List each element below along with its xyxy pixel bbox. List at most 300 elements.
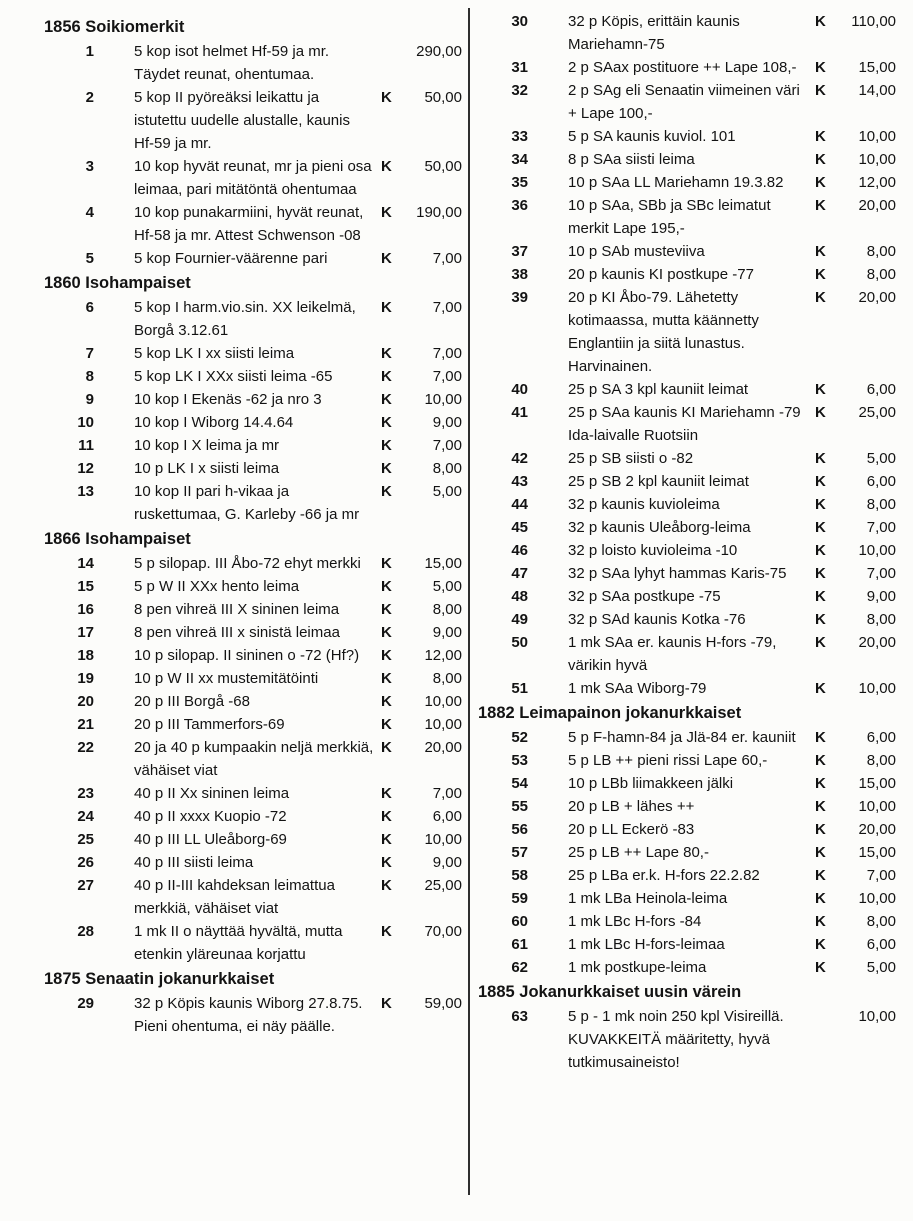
lot-description: 10 p SAa LL Mariehamn 19.3.82 — [568, 174, 784, 191]
lot-description: 25 p SB 2 kpl kauniit leimat — [568, 473, 749, 490]
lot-row — [44, 598, 462, 621]
lot-row — [44, 434, 462, 457]
lot-description: 20 p III Borgå -68 — [134, 693, 250, 710]
k-flag: K — [815, 565, 826, 582]
lot-number: 13 — [77, 483, 94, 500]
k-flag: K — [381, 555, 392, 572]
k-flag: K — [381, 601, 392, 618]
lot-price: 59,00 — [424, 995, 462, 1012]
lot-number: 7 — [85, 345, 94, 362]
lot-description: 40 p II xxxx Kuopio -72 — [134, 808, 287, 825]
lot-row — [478, 864, 896, 887]
lot-row — [44, 621, 462, 644]
lot-number: 8 — [85, 368, 94, 385]
lot-description: 8 pen vihreä III X sininen leima — [134, 601, 340, 618]
lot-description: 20 p LL Eckerö -83 — [568, 821, 695, 838]
lot-description: 10 p LBb liimakkeen jälki — [568, 775, 734, 792]
k-flag: K — [381, 877, 392, 894]
lot-row — [478, 1005, 896, 1074]
k-flag: K — [381, 854, 392, 871]
lot-price: 7,00 — [432, 250, 462, 267]
lot-price: 5,00 — [432, 483, 462, 500]
lot-price: 8,00 — [432, 460, 462, 477]
k-flag: K — [815, 197, 826, 214]
lot-description: 5 p SA kaunis kuviol. 101 — [568, 128, 736, 145]
lot-row — [478, 562, 896, 585]
lot-description: 2 p SAax postituore ++ Lape 108,- — [568, 59, 797, 76]
lot-description: 5 p W II XXx hento leima — [134, 578, 300, 595]
k-flag: K — [815, 588, 826, 605]
section-heading: 1885 Jokanurkkaiset uusin värein — [478, 983, 742, 1001]
lot-description: 10 p LK I x siisti leima — [134, 460, 280, 477]
lot-number: 11 — [78, 437, 94, 454]
lot-description: 5 p silopap. III Åbo-72 ehyt merkki — [134, 555, 361, 572]
lot-row — [44, 992, 462, 1038]
lot-number: 43 — [511, 473, 528, 490]
lot-row — [478, 79, 896, 125]
lot-row — [478, 194, 896, 240]
section-heading: 1856 Soikiomerkit — [44, 18, 185, 36]
k-flag: K — [815, 496, 826, 513]
lot-description: 32 p kaunis kuvioleima — [568, 496, 720, 513]
lot-description: 20 p kaunis KI postkupe -77 — [568, 266, 754, 283]
lot-number: 20 — [77, 693, 94, 710]
lot-number: 38 — [511, 266, 528, 283]
lot-number: 3 — [85, 158, 94, 175]
lot-description: 5 kop isot helmet Hf-59 ja mr. Täydet reunat, ohentumaa. — [134, 43, 330, 83]
lot-row — [478, 585, 896, 608]
section-heading: 1866 Isohampaiset — [44, 530, 191, 548]
lot-price: 9,00 — [432, 414, 462, 431]
lot-number: 33 — [511, 128, 528, 145]
lot-description: 1 mk postkupe-leima — [568, 959, 707, 976]
k-flag: K — [381, 250, 392, 267]
k-flag: K — [381, 437, 392, 454]
k-flag: K — [381, 345, 392, 362]
k-flag: K — [815, 381, 826, 398]
lot-row — [478, 749, 896, 772]
lot-description: 1 mk LBc H-fors -84 — [568, 913, 702, 930]
lot-description: 40 p III siisti leima — [134, 854, 254, 871]
lot-price: 8,00 — [866, 496, 896, 513]
lot-number: 2 — [85, 89, 94, 106]
lot-description: 25 p SAa kaunis KI Mariehamn -79 Ida-laivalle Ruotsiin — [568, 404, 801, 444]
lot-price: 9,00 — [866, 588, 896, 605]
lot-price: 110,00 — [851, 13, 896, 30]
lot-price: 7,00 — [432, 345, 462, 362]
k-flag: K — [815, 59, 826, 76]
k-flag: K — [815, 821, 826, 838]
lot-number: 51 — [511, 680, 528, 697]
lot-number: 48 — [511, 588, 528, 605]
lot-description: 40 p III LL Uleåborg-69 — [134, 831, 287, 848]
lot-row — [478, 608, 896, 631]
lot-price: 190,00 — [416, 204, 462, 221]
lot-row — [478, 240, 896, 263]
lot-row — [478, 286, 896, 378]
lot-description: 5 kop LK I XXx siisti leima -65 — [134, 368, 333, 385]
lot-price: 7,00 — [432, 785, 462, 802]
k-flag: K — [815, 266, 826, 283]
lot-number: 46 — [511, 542, 528, 559]
lot-description: 10 kop I X leima ja mr — [134, 437, 280, 454]
k-flag: K — [381, 299, 392, 316]
lot-number: 17 — [77, 624, 94, 641]
k-flag: K — [815, 890, 826, 907]
k-flag: K — [815, 82, 826, 99]
lot-description: 1 mk SAa er. kaunis H-fors -79, värikin hyvä — [568, 634, 777, 674]
lot-number: 16 — [77, 601, 94, 618]
lot-number: 1 — [85, 43, 94, 60]
lot-description: 32 p Köpis kaunis Wiborg 27.8.75. Pieni ohentuma, ei näy päälle. — [134, 995, 363, 1035]
lot-row — [478, 726, 896, 749]
lot-row — [478, 263, 896, 286]
k-flag: K — [381, 624, 392, 641]
lot-price: 10,00 — [858, 128, 896, 145]
lot-description: 20 p III Tammerfors-69 — [134, 716, 285, 733]
k-flag: K — [815, 680, 826, 697]
lot-description: 25 p SB siisti o -82 — [568, 450, 694, 467]
k-flag: K — [815, 174, 826, 191]
lot-number: 23 — [77, 785, 94, 802]
lot-description: 2 p SAg eli Senaatin viimeinen väri + Lape 100,- — [568, 82, 800, 122]
section-heading: 1882 Leimapainon jokanurkkaiset — [478, 704, 742, 722]
k-flag: K — [815, 473, 826, 490]
k-flag: K — [381, 785, 392, 802]
lot-price: 20,00 — [424, 739, 462, 756]
lot-description: 32 p SAd kaunis Kotka -76 — [568, 611, 746, 628]
lot-row — [478, 795, 896, 818]
k-flag: K — [815, 936, 826, 953]
lot-number: 62 — [511, 959, 528, 976]
lot-number: 26 — [77, 854, 94, 871]
lot-description: 40 p II-III kahdeksan leimattua merkkiä, vähäiset viat — [134, 877, 335, 917]
lot-number: 4 — [85, 204, 94, 221]
k-flag: K — [815, 289, 826, 306]
lot-number: 44 — [511, 496, 528, 513]
lot-row — [44, 782, 462, 805]
lot-price: 7,00 — [866, 867, 896, 884]
lot-price: 7,00 — [866, 519, 896, 536]
k-flag: K — [381, 368, 392, 385]
lot-row — [44, 805, 462, 828]
lot-price: 5,00 — [432, 578, 462, 595]
lot-row — [44, 411, 462, 434]
lot-price: 50,00 — [424, 158, 462, 175]
k-flag: K — [381, 391, 392, 408]
lot-price: 10,00 — [858, 1008, 896, 1025]
lot-price: 25,00 — [424, 877, 462, 894]
catalog-column-left — [44, 8, 462, 1207]
k-flag: K — [381, 831, 392, 848]
lot-price: 20,00 — [858, 821, 896, 838]
lot-price: 10,00 — [858, 542, 896, 559]
lot-number: 19 — [77, 670, 94, 687]
lot-price: 6,00 — [866, 381, 896, 398]
lot-price: 20,00 — [858, 634, 896, 651]
lot-number: 35 — [511, 174, 528, 191]
k-flag: K — [815, 519, 826, 536]
lot-row — [44, 575, 462, 598]
lot-row — [478, 841, 896, 864]
lot-number: 9 — [85, 391, 94, 408]
lot-number: 28 — [77, 923, 94, 940]
lot-description: 32 p kaunis Uleåborg-leima — [568, 519, 751, 536]
lot-number: 24 — [77, 808, 94, 825]
lot-description: 10 p W II xx mustemitätöinti — [134, 670, 319, 687]
lot-row — [44, 480, 462, 526]
lot-description: 5 kop LK I xx siisti leima — [134, 345, 295, 362]
lot-description: 1 mk LBa Heinola-leima — [568, 890, 728, 907]
lot-row — [478, 539, 896, 562]
lot-number: 47 — [511, 565, 528, 582]
k-flag: K — [815, 913, 826, 930]
section-heading: 1875 Senaatin jokanurkkaiset — [44, 970, 275, 988]
lot-price: 6,00 — [866, 729, 896, 746]
catalog-column-right — [478, 8, 896, 1207]
lot-price: 8,00 — [866, 266, 896, 283]
lot-price: 50,00 — [424, 89, 462, 106]
lot-number: 30 — [511, 13, 528, 30]
lot-description: 1 mk LBc H-fors-leimaa — [568, 936, 725, 953]
k-flag: K — [381, 460, 392, 477]
lot-number: 36 — [511, 197, 528, 214]
lot-description: 20 p LB + lähes ++ — [568, 798, 695, 815]
lot-row — [44, 644, 462, 667]
lot-price: 10,00 — [858, 151, 896, 168]
lot-row — [44, 247, 462, 270]
lot-price: 10,00 — [858, 680, 896, 697]
lot-row — [478, 956, 896, 979]
k-flag: K — [381, 670, 392, 687]
lot-row — [44, 155, 462, 201]
lot-row — [478, 378, 896, 401]
k-flag: K — [815, 798, 826, 815]
lot-number: 54 — [511, 775, 528, 792]
lot-number: 12 — [77, 460, 94, 477]
lot-price: 8,00 — [866, 243, 896, 260]
lot-description: 20 p KI Åbo-79. Lähetetty kotimaassa, mutta käännetty Englantiin ja siitä lunastus. Harvinainen. — [568, 289, 759, 375]
lot-row — [478, 933, 896, 956]
lot-number: 45 — [511, 519, 528, 536]
lot-price: 10,00 — [858, 890, 896, 907]
lot-description: 5 p F-hamn-84 ja Jlä-84 er. kauniit — [568, 729, 796, 746]
lot-price: 6,00 — [866, 473, 896, 490]
lot-row — [478, 401, 896, 447]
lot-number: 52 — [511, 729, 528, 746]
lot-price: 7,00 — [432, 368, 462, 385]
lot-description: 8 pen vihreä III x sinistä leimaa — [134, 624, 340, 641]
k-flag: K — [815, 611, 826, 628]
k-flag: K — [815, 13, 826, 30]
lot-number: 56 — [511, 821, 528, 838]
lot-row — [478, 470, 896, 493]
lot-row — [44, 713, 462, 736]
lot-price: 8,00 — [432, 601, 462, 618]
lot-description: 25 p LB ++ Lape 80,- — [568, 844, 709, 861]
lot-price: 9,00 — [432, 624, 462, 641]
k-flag: K — [381, 483, 392, 500]
lot-row — [44, 365, 462, 388]
lot-row — [478, 10, 896, 56]
lot-description: 40 p II Xx sininen leima — [134, 785, 290, 802]
lot-number: 40 — [511, 381, 528, 398]
k-flag: K — [815, 634, 826, 651]
lot-row — [478, 818, 896, 841]
lot-number: 57 — [511, 844, 528, 861]
lot-price: 15,00 — [424, 555, 462, 572]
k-flag: K — [381, 693, 392, 710]
lot-price: 10,00 — [424, 831, 462, 848]
lot-number: 42 — [511, 450, 528, 467]
lot-number: 22 — [77, 739, 94, 756]
lot-row — [44, 86, 462, 155]
lot-row — [478, 148, 896, 171]
lot-price: 5,00 — [866, 959, 896, 976]
k-flag: K — [815, 450, 826, 467]
lot-number: 32 — [511, 82, 528, 99]
lot-price: 5,00 — [866, 450, 896, 467]
lot-row — [44, 552, 462, 575]
lot-row — [478, 56, 896, 79]
k-flag: K — [815, 959, 826, 976]
k-flag: K — [815, 729, 826, 746]
lot-description: 32 p loisto kuvioleima -10 — [568, 542, 738, 559]
lot-number: 15 — [77, 578, 94, 595]
lot-number: 34 — [511, 151, 528, 168]
lot-price: 8,00 — [432, 670, 462, 687]
lot-price: 14,00 — [858, 82, 896, 99]
lot-row — [44, 874, 462, 920]
lot-price: 10,00 — [424, 716, 462, 733]
k-flag: K — [381, 414, 392, 431]
k-flag: K — [815, 844, 826, 861]
section-heading: 1860 Isohampaiset — [44, 274, 191, 292]
lot-number: 41 — [511, 404, 528, 421]
k-flag: K — [815, 404, 826, 421]
lot-number: 59 — [511, 890, 528, 907]
lot-price: 6,00 — [432, 808, 462, 825]
lot-row — [478, 772, 896, 795]
lot-number: 14 — [77, 555, 94, 572]
k-flag: K — [381, 204, 392, 221]
lot-price: 12,00 — [424, 647, 462, 664]
k-flag: K — [381, 89, 392, 106]
lot-row — [44, 296, 462, 342]
k-flag: K — [815, 128, 826, 145]
lot-number: 18 — [77, 647, 94, 664]
lot-number: 53 — [511, 752, 528, 769]
lot-row — [478, 171, 896, 194]
lot-row — [478, 125, 896, 148]
lot-price: 290,00 — [416, 43, 462, 60]
lot-price: 15,00 — [858, 775, 896, 792]
column-divider — [468, 8, 470, 1195]
lot-row — [478, 677, 896, 700]
lot-price: 6,00 — [866, 936, 896, 953]
lot-row — [478, 887, 896, 910]
lot-description: 20 ja 40 p kumpaakin neljä merkkiä, vähäiset viat — [134, 739, 374, 779]
k-flag: K — [381, 995, 392, 1012]
lot-number: 6 — [85, 299, 94, 316]
lot-number: 58 — [511, 867, 528, 884]
k-flag: K — [815, 243, 826, 260]
lot-row — [44, 828, 462, 851]
lot-description: 5 p - 1 mk noin 250 kpl Visireillä. KUVAKKEITÄ määritetty, hyvä tutkimusaineisto! — [568, 1008, 784, 1071]
lot-price: 10,00 — [858, 798, 896, 815]
lot-description: 5 kop II pyöreäksi leikattu ja istutettu uudelle alustalle, kaunis Hf-59 ja mr. — [134, 89, 350, 152]
k-flag: K — [815, 867, 826, 884]
k-flag: K — [815, 151, 826, 168]
lot-number: 10 — [77, 414, 94, 431]
lot-row — [478, 631, 896, 677]
lot-number: 25 — [77, 831, 94, 848]
lot-description: 25 p LBa er.k. H-fors 22.2.82 — [568, 867, 760, 884]
lot-number: 37 — [511, 243, 528, 260]
lot-number: 39 — [511, 289, 528, 306]
lot-row — [44, 457, 462, 480]
lot-description: 32 p SAa postkupe -75 — [568, 588, 721, 605]
lot-price: 7,00 — [866, 565, 896, 582]
lot-row — [44, 736, 462, 782]
lot-description: 8 p SAa siisti leima — [568, 151, 695, 168]
lot-price: 70,00 — [424, 923, 462, 940]
lot-number: 31 — [511, 59, 528, 76]
k-flag: K — [815, 542, 826, 559]
lot-row — [44, 690, 462, 713]
lot-price: 20,00 — [858, 289, 896, 306]
lot-description: 10 p SAb musteviiva — [568, 243, 705, 260]
lot-number: 27 — [77, 877, 94, 894]
lot-number: 5 — [85, 250, 94, 267]
lot-description: 32 p Köpis, erittäin kaunis Mariehamn-75 — [568, 13, 740, 53]
lot-number: 61 — [511, 936, 528, 953]
k-flag: K — [381, 647, 392, 664]
k-flag: K — [381, 923, 392, 940]
lot-number: 60 — [511, 913, 528, 930]
lot-price: 7,00 — [432, 437, 462, 454]
lot-description: 10 kop I Ekenäs -62 ja nro 3 — [134, 391, 322, 408]
lot-row — [44, 388, 462, 411]
lot-number: 63 — [511, 1008, 528, 1025]
lot-description: 5 kop I harm.vio.sin. XX leikelmä, Borgå 3.12.61 — [134, 299, 356, 339]
lot-price: 7,00 — [432, 299, 462, 316]
lot-price: 10,00 — [424, 391, 462, 408]
lot-description: 10 kop punakarmiini, hyvät reunat, Hf-58 ja mr. Attest Schwenson -08 — [134, 204, 364, 244]
lot-description: 10 kop II pari h-vikaa ja ruskettumaa, G. Karleby -66 ja mr — [134, 483, 360, 523]
lot-description: 10 p SAa, SBb ja SBc leimatut merkit Lape 195,- — [568, 197, 771, 237]
lot-price: 15,00 — [858, 59, 896, 76]
lot-price: 10,00 — [424, 693, 462, 710]
lot-row — [478, 516, 896, 539]
k-flag: K — [381, 808, 392, 825]
lot-price: 9,00 — [432, 854, 462, 871]
lot-description: 5 kop Fournier-väärenne pari — [134, 250, 328, 267]
lot-row — [44, 342, 462, 365]
lot-row — [44, 40, 462, 86]
lot-row — [44, 851, 462, 874]
lot-price: 8,00 — [866, 752, 896, 769]
lot-price: 20,00 — [858, 197, 896, 214]
lot-row — [44, 920, 462, 966]
lot-description: 10 kop I Wiborg 14.4.64 — [134, 414, 294, 431]
lot-price: 15,00 — [858, 844, 896, 861]
lot-price: 8,00 — [866, 913, 896, 930]
lot-number: 49 — [511, 611, 528, 628]
lot-row — [44, 667, 462, 690]
lot-row — [478, 447, 896, 470]
lot-price: 8,00 — [866, 611, 896, 628]
